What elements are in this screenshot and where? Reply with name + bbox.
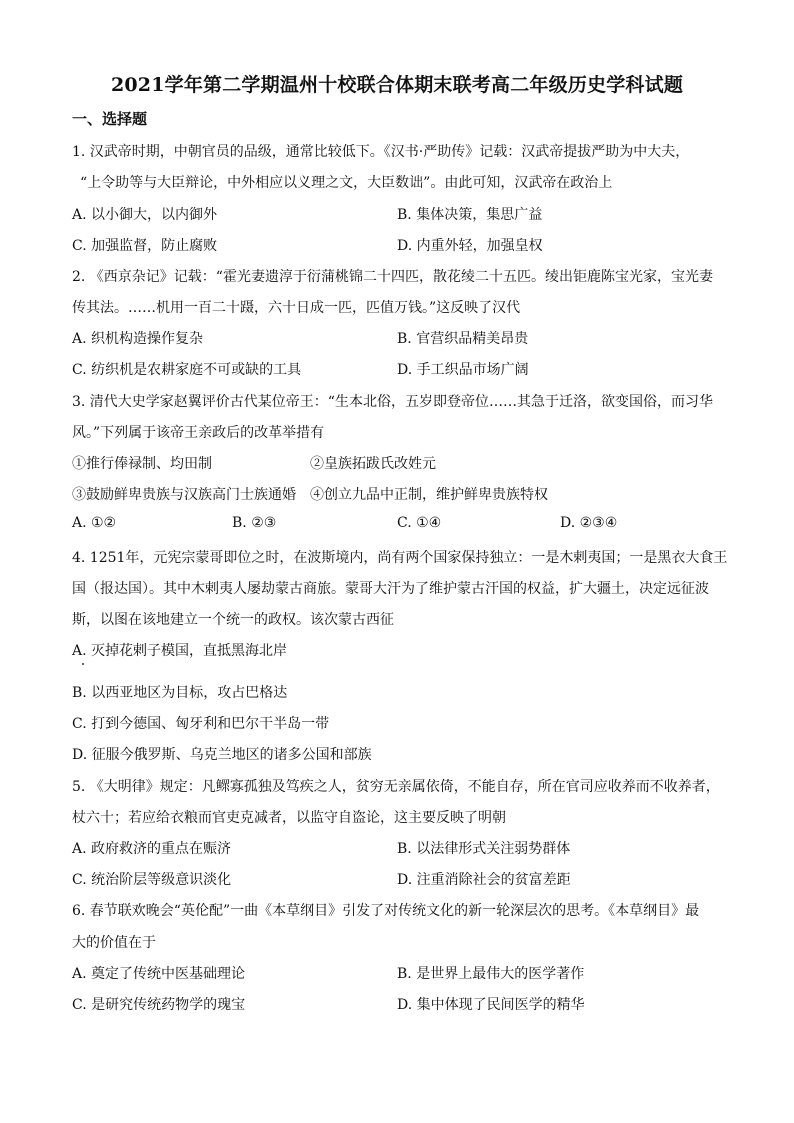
question-4-option-d: D. 征服今俄罗斯、乌克兰地区的诸多公国和部族 <box>72 747 372 763</box>
question-6-stem-line-2: 大的价值在于 <box>72 935 156 951</box>
question-3-item-2: ②皇族拓跋氏改姓元 <box>310 456 436 472</box>
question-6-stem-line-1: 6. 春节联欢晚会“英伦配”一曲《本草纲目》引发了对传统文化的新一轮深层次的思考。《本草纲目》最 <box>72 903 700 919</box>
question-3-option-d: D. ②③④ <box>560 515 618 531</box>
question-5-stem-line-1: 5. 《大明律》规定：凡鳏寡孤独及笃疾之人，贫穷无亲属依倚，不能自存，所在官司应收养而不收养者， <box>72 779 720 795</box>
question-2-option-d: D. 手工织品市场广阔 <box>397 362 529 378</box>
question-5-option-d: D. 注重消除社会的贫富差距 <box>397 872 571 888</box>
question-1-option-a: A. 以小御大，以内御外 <box>72 207 218 223</box>
question-3-item-4: ④创立九品中正制，维护鲜卑贵族特权 <box>310 487 548 503</box>
question-3-item-3: ③鼓励鲜卑贵族与汉族高门士族通婚 <box>72 487 296 503</box>
stray-dot <box>82 663 84 665</box>
question-3-item-1: ①推行俸禄制、均田制 <box>72 456 212 472</box>
question-6-option-a: A. 奠定了传统中医基础理论 <box>72 966 246 982</box>
question-1-option-b: B. 集体决策，集思广益 <box>397 207 543 223</box>
question-1-option-d: D. 内重外轻，加强皇权 <box>397 238 543 254</box>
question-2-option-c: C. 纺织机是农耕家庭不可或缺的工具 <box>72 362 302 378</box>
question-5-option-b: B. 以法律形式关注弱势群体 <box>397 841 571 857</box>
section-heading: 一、选择题 <box>72 110 148 128</box>
question-2-option-a: A. 织机构造操作复杂 <box>72 331 204 347</box>
question-4-stem-line-3: 斯，以图在该地建立一个统一的政权。该次蒙古西征 <box>72 612 394 628</box>
exam-title: 2021学年第二学期温州十校联合体期末联考高二年级历史学科试题 <box>110 74 684 96</box>
question-2-option-b: B. 官营织品精美昂贵 <box>397 331 529 347</box>
question-6-option-d: D. 集中体现了民间医学的精华 <box>397 997 585 1013</box>
question-1-stem-line-2: “上令助等与大臣辩论，中外相应以义理之文，大臣数诎”。由此可知，汉武帝在政治上 <box>80 175 613 191</box>
question-6-option-c: C. 是研究传统药物学的瑰宝 <box>72 997 246 1013</box>
question-1-option-c: C. 加强监督，防止腐败 <box>72 238 218 254</box>
question-5-stem-line-2: 杖六十；若应给衣粮而官吏克减者，以监守自盗论，这主要反映了明朝 <box>72 810 506 826</box>
question-3-stem-line-1: 3. 清代大史学家赵翼评价古代某位帝王：“生本北俗，五岁即登帝位……其急于迁洛，欲变国俗，而习华 <box>72 394 713 410</box>
question-2-stem-line-1: 2. 《西京杂记》记载：“霍光妻遗淳于衍蒲桃锦二十四匹，散花绫二十五匹。绫出钜鹿陈宝光家，宝光妻 <box>72 269 713 285</box>
question-3-option-b: B. ②③ <box>232 515 277 531</box>
question-5-option-a: A. 政府救济的重点在赈济 <box>72 841 232 857</box>
question-4-option-c: C. 打到今德国、匈牙利和巴尔干半岛一带 <box>72 716 330 732</box>
question-4-option-a: A. 灭掉花剌子模国，直抵黑海北岸 <box>72 643 288 659</box>
question-2-stem-line-2: 传其法。……机用一百二十蹑，六十日成一匹，匹值万钱。”这反映了汉代 <box>72 300 521 316</box>
question-4-stem-line-2: 国（报达国）。其中木剌夷人屡劫蒙古商旅。蒙哥大汗为了维护蒙古汗国的权益，扩大疆土，决定远征波 <box>72 581 709 597</box>
question-3-option-c: C. ①④ <box>397 515 442 531</box>
question-4-option-b: B. 以西亚地区为目标，攻占巴格达 <box>72 685 288 701</box>
question-5-option-c: C. 统治阶层等级意识淡化 <box>72 872 232 888</box>
question-4-stem-line-1: 4. 1251年，元宪宗蒙哥即位之时，在波斯境内，尚有两个国家保持独立：一是木剌夷国；一是黑衣大食王 <box>72 550 728 566</box>
question-6-option-b: B. 是世界上最伟大的医学著作 <box>397 966 585 982</box>
question-3-stem-line-2: 风。”下列属于该帝王亲政后的改革举措有 <box>72 425 325 441</box>
question-1-stem-line-1: 1. 汉武帝时期，中朝官员的品级，通常比较低下。《汉书·严助传》记载：汉武帝提拔严助为中大夫， <box>72 144 690 160</box>
question-3-option-a: A. ①② <box>72 515 117 531</box>
